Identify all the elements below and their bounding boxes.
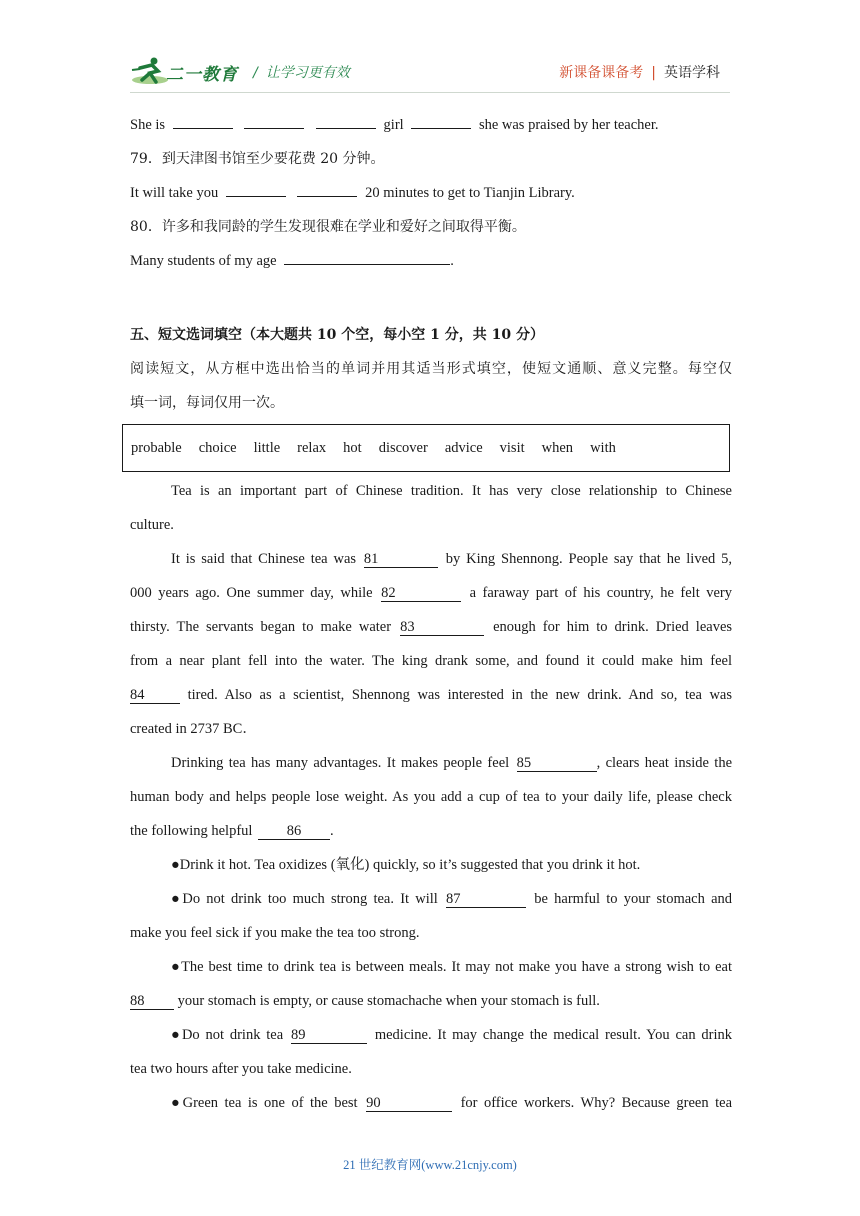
passage-line: the following helpful 86 . — [130, 823, 334, 839]
q78-text-mid: girl — [383, 117, 404, 133]
tip-line: make you feel sick if you make the tea too strong. — [130, 925, 420, 941]
word-bank-item: advice — [444, 439, 483, 456]
answer-blank — [297, 180, 357, 197]
passage-line: 000 years ago. One summer day, while 82 a faraway part of his country, he felt very — [130, 585, 733, 601]
passage-line: 84 tired. Also as a scientist, Shennong was interested in the new drink. And so, tea was — [130, 687, 733, 703]
word-bank-item: visit — [499, 439, 525, 456]
section-instructions-cont: 填一词，每词仅用一次。 — [130, 395, 284, 411]
tip-line: 88 your stomach is empty, or cause stomachache when your stomach is full. — [130, 993, 600, 1009]
tip-line: ●Do not drink tea 89 medicine. It may change the medical result. You can drink — [171, 1027, 733, 1043]
word-bank-item: relax — [297, 439, 327, 456]
word-bank-item: little — [253, 439, 281, 456]
header-course: 新课备课备考 — [559, 65, 644, 81]
blank-82: 82 — [381, 585, 461, 602]
blank-90: 90 — [366, 1095, 452, 1112]
tip-line: ●The best time to drink tea is between meals. It may not make you have a strong wish to eat — [171, 959, 732, 975]
blank-84: 84 — [130, 687, 180, 704]
passage-line: It is said that Chinese tea was 81 by King Shennong. People say that he lived 5, — [171, 551, 733, 567]
tip-line: ●Green tea is one of the best 90 for office workers. Why? Because green tea — [171, 1095, 733, 1111]
blank-88: 88 — [130, 993, 174, 1010]
passage-line: human body and helps people lose weight. As you add a cup of tea to your daily life, please check — [130, 789, 732, 805]
q79-line — [130, 176, 732, 210]
answer-blank — [284, 248, 450, 265]
logo-text: 二一教育 — [166, 65, 238, 85]
header-divider — [130, 92, 730, 93]
q79-prompt: 79．到天津图书馆至少要花费 20 分钟。 — [130, 151, 385, 167]
document-body — [130, 108, 732, 1120]
blank-86: 86 — [258, 823, 330, 840]
q80-text-post: . — [450, 253, 454, 269]
answer-blank — [173, 112, 233, 129]
word-bank-item: probable — [131, 439, 182, 456]
word-bank-item: choice — [198, 439, 237, 456]
word-bank-item: discover — [378, 439, 428, 456]
q78-line — [130, 108, 732, 142]
q78-text-post: she was praised by her teacher. — [478, 117, 659, 133]
tip-line: tea two hours after you take medicine. — [130, 1061, 352, 1077]
q79-text-post: 20 minutes to get to Tianjin Library. — [365, 185, 575, 201]
q80-prompt: 80．许多和我同龄的学生发现很难在学业和爱好之间取得平衡。 — [130, 219, 526, 235]
q80-text-pre: Many students of my age — [130, 253, 277, 269]
word-bank-item: hot — [343, 439, 362, 456]
passage-line: from a near plant fell into the water. The king drank some, and found it could make him feel — [130, 653, 732, 669]
passage-line: Drinking tea has many advantages. It makes people feel 85 , clears heat inside the — [171, 755, 733, 771]
page-footer: 21 世纪教育网(www.21cnjy.com) — [343, 1158, 517, 1172]
word-bank-item: when — [541, 439, 574, 456]
answer-blank — [244, 112, 304, 129]
header-right: 新课备课备考 | 英语学科 — [559, 65, 720, 81]
passage-line: Tea is an important part of Chinese tradition. It has very close relationship to Chinese — [171, 483, 732, 499]
blank-85: 85 — [517, 755, 597, 772]
section-instructions: 阅读短文，从方框中选出恰当的单词并用其适当形式填空，使短文通顺、意义完整。每空仅 — [130, 361, 732, 377]
answer-blank — [226, 180, 286, 197]
q78-text-pre: She is — [130, 117, 166, 133]
tip-line: ●Drink it hot. Tea oxidizes (氧化) quickly, so it’s suggested that you drink it hot. — [171, 857, 641, 873]
tip-line: ●Do not drink too much strong tea. It will 87 be harmful to your stomach and — [171, 891, 733, 907]
page-header — [130, 54, 730, 90]
answer-blank — [316, 112, 376, 129]
header-subject: 英语学科 — [664, 65, 720, 81]
slogan-text: 让学习更有效 — [265, 65, 350, 81]
section-title: 五、短文选词填空（本大题共 10 个空，每小空 1 分，共 10 分） — [130, 327, 544, 343]
slogan: / 让学习更有效 — [253, 65, 350, 81]
passage-line: culture. — [130, 517, 174, 533]
answer-blank — [411, 112, 471, 129]
blank-89: 89 — [291, 1027, 367, 1044]
word-bank-box — [122, 424, 730, 472]
blank-87: 87 — [446, 891, 526, 908]
passage-line: thirsty. The servants began to make water 83 enough for him to drink. Dried leaves — [130, 619, 733, 635]
q80-line — [130, 244, 732, 278]
q79-text-pre: It will take you — [130, 185, 219, 201]
word-bank-item: with — [590, 439, 616, 456]
passage-line: created in 2737 BC． — [130, 721, 257, 737]
blank-83: 83 — [400, 619, 484, 636]
blank-81: 81 — [364, 551, 438, 568]
